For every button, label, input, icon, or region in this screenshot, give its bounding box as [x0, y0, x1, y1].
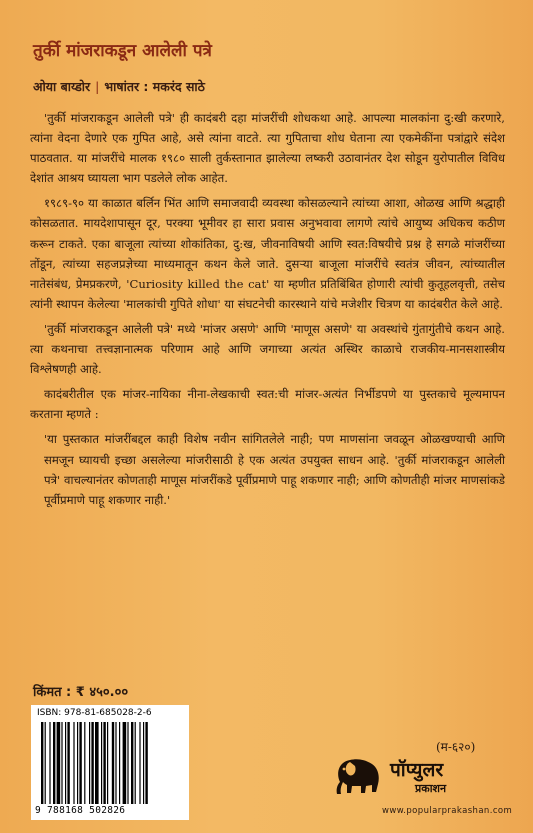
byline	[33, 78, 205, 95]
blurb-paragraph: 'तुर्की मांजराकडून आलेली पत्रे' ही कादंबरी दहा मांजरींची शोधकथा आहे. आपल्या मालकांना दु:खी करणारे, त्यांना वेदना देणारे एक गुपित आहे, असे त्यांना वाटते. त्या गुपिताचा शोध घेताना त्या एकमेकींना पत्रांद्वारे संदेश पाठवतात. या मांजरींचे मालक १९८० साली तुर्कस्तानात झालेल्या लष्करी उठावानंतर देश सोडून युरोपातील विविध देशांत आश्रय घ्यायला भाग पडलेले लोक आहेत.	[30, 111, 505, 186]
author-name: ओया बाय्डोर	[33, 79, 91, 94]
elephant-icon	[330, 752, 388, 798]
isbn-text: ISBN: 978-81-685028-2-6	[37, 708, 152, 718]
translator-line: भाषांतर : मकरंद साठे	[104, 79, 205, 94]
barcode-number: 9 788168 502826	[35, 805, 126, 816]
publisher-website: www.popularprakashan.com	[382, 806, 513, 816]
blurb-quote: 'या पुस्तकात मांजरींबद्दल काही विशेष नवीन सांगितलेले नाही; पण माणसांना जवळून ओळखण्याची आणि समजून घ्यायची इच्छा असलेल्या मांजरीसाठी हे एक अत्यंत उपयुक्त साधन आहे. 'तुर्की मांजराकडून आलेली पत्रे' वाचल्यानंतर कोणताही माणूस मांजरींकडे पूर्वीप्रमाणे पाहू शकणार नाही; आणि कोणतीही मांजर माणसांकडे पूर्वीप्रमाणे पाहू शकणार नाही.'	[44, 432, 505, 507]
publisher-sub: प्रकाशन	[415, 782, 447, 795]
blurb-paragraph: कादंबरीतील एक मांजर-नायिका नीना-लेखकाची स्वत:ची मांजर-अत्यंत निर्भीडपणे या पुस्तकाचे मूल्यमापन करताना म्हणते :	[30, 387, 505, 422]
blurb-paragraph: १९८९-९० या काळात बर्लिन भिंत आणि समाजवादी व्यवस्था कोसळल्याने त्यांच्या आशा, ओळख आणि श्रद्धाही कोसळतात. मायदेशापासून दूर, परक्या भूमीवर हा सारा प्रवास अनुभवावा लागणे त्यांचे आयुष्य अधिकच कठीण करून टाकते. एका बाजूला त्यांच्या शोकांतिका, दु:ख, जीवनाविषयी आणि स्वत:विषयीचे प्रश्न हे सगळे मांजरींच्या तोंडून, त्यांच्या सहजप्रज्ञेच्या माध्यमातून कथन केले जाते. दुसऱ्या बाजूला मांजरींचे स्वतंत्र जीवन, त्यांच्यातील नातेसंबंध, प्रेमप्रकरणे, 'Curiosity killed the cat' या म्हणीत प्रतिबिंबित होणारी त्यांची कुतूहलवृत्ती, तसेच त्यांनी स्थापन केलेल्या 'मालकांची गुपिते शोधा' या संघटनेची कारस्थाने यांचे मजेशीर चित्रण या कादंबरीत केले आहे.	[30, 196, 505, 311]
catalog-code: (म-६२०)	[436, 740, 476, 754]
barcode-block	[31, 705, 189, 820]
byline-separator: |	[95, 79, 100, 94]
book-title: तुर्की मांजराकडून आलेली पत्रे	[33, 41, 212, 61]
blurb	[30, 108, 505, 515]
publisher-logo	[330, 752, 470, 800]
price-label: किंमत : ₹ ४५०.००	[33, 685, 129, 700]
barcode-icon	[41, 722, 181, 804]
blurb-paragraph: 'तुर्की मांजराकडून आलेली पत्रे' मध्ये 'मांजर असणे' आणि 'माणूस असणे' या अवस्थांचे गुंतागुंतीचे कथन आहे. त्या कथनाचा तत्त्वज्ञानात्मक परिणाम आहे आणि जगाच्या अत्यंत अस्थिर काळाचे राजकीय-मानसशास्त्रीय विश्लेषणही आहे.	[30, 321, 505, 377]
publisher-name: पॉप्युलर	[390, 759, 444, 781]
